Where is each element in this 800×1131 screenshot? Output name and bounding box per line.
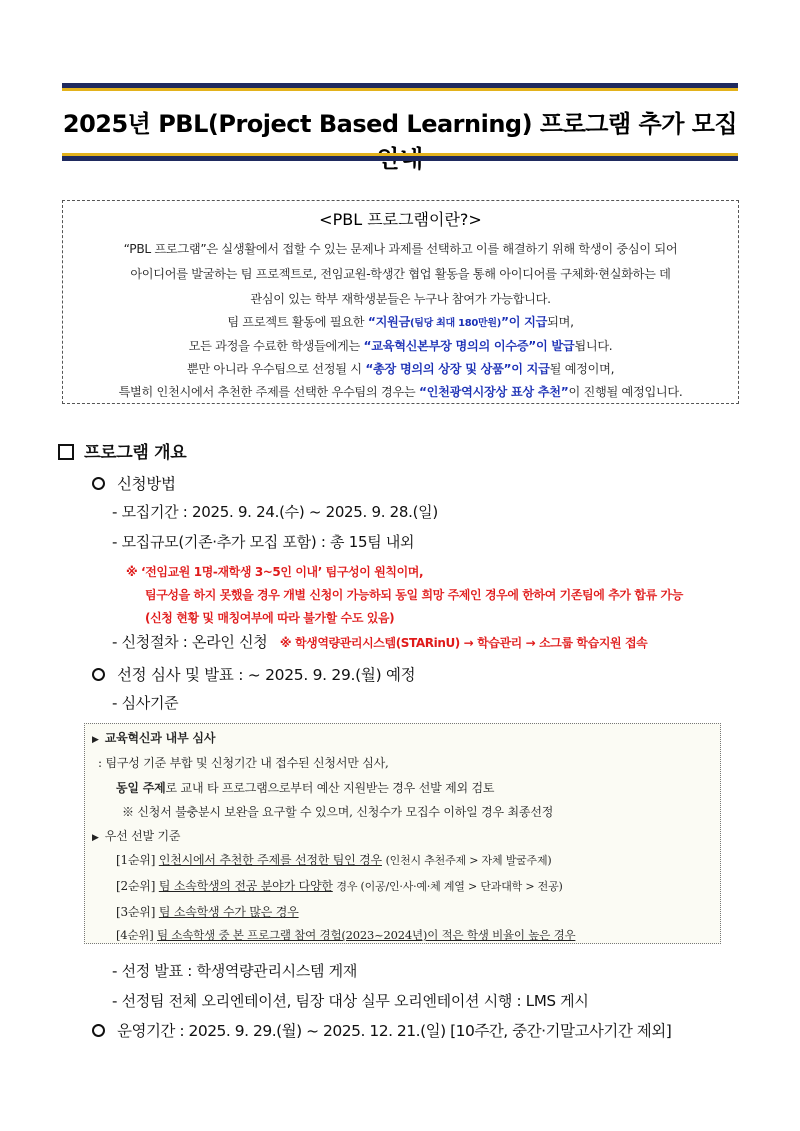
apply-method-item (92, 472, 176, 494)
overview-heading-text: 프로그램 개요 (84, 443, 187, 463)
intro-line-4-post: 되며, (547, 315, 574, 329)
intro-line-6-post: 될 예정이며, (549, 362, 615, 376)
support-fund-highlight-end: ”이 지급 (501, 315, 548, 329)
intro-line-3: 관심이 있는 학부 재학생분들은 누구나 참여가 가능합니다. (250, 292, 551, 306)
intro-heading: <PBL 프로그램이란?> (319, 210, 482, 229)
operation-item (92, 1019, 671, 1041)
orientation-item: - 선정팀 전체 오리엔테이션, 팀장 대상 실무 오리엔테이션 시행 : LMS 게시 (112, 992, 589, 1010)
intro-line-2: 아이디어를 발굴하는 팀 프로젝트로, 전임교원-학생간 협업 활동을 통해 아이디어를 구체화·현실화하는 데 (130, 267, 671, 281)
priority-3-criterion: 팀 소속학생 수가 많은 경우 (158, 905, 299, 919)
internal-review-title (92, 729, 215, 746)
team-note-2: 팀구성을 하지 못했을 경우 개별 신청이 가능하되 동일 희망 주제인 경우에 한하여 기존팀에 추가 합류 가능 (145, 588, 683, 602)
intro-line-1: “PBL 프로그램”은 실생활에서 접할 수 있는 문제나 과제를 선택하고 이를 해결하기 위해 학생이 중심이 되어 (123, 242, 678, 256)
internal-review-3: ※ 신청서 불충분시 보완을 요구할 수 있으며, 신청수가 모집수 이하일 경우 최종선정 (122, 805, 554, 819)
criteria-label: - 심사기준 (112, 694, 179, 712)
support-fund-highlight: “지원금 (367, 315, 410, 329)
mayor-award-highlight: “인천광역시장상 표상 추천” (418, 385, 569, 399)
header-bottom-bar (62, 156, 738, 161)
apply-method-text: 신청방법 (117, 475, 176, 493)
internal-review-1: : 팀구성 기준 부합 및 신청기간 내 접수된 신청서만 심사, (98, 756, 389, 770)
operation-text: 운영기간 : 2025. 9. 29.(월) ~ 2025. 12. 21.(일) [10주간, 중간·기말고사기간 제외] (117, 1022, 672, 1040)
recruit-period: - 모집기간 : 2025. 9. 24.(수) ~ 2025. 9. 28.(일) (112, 503, 438, 521)
intro-line-7-post: 이 진행될 예정입니다. (568, 385, 683, 399)
intro-line-5 (62, 337, 739, 354)
team-note-3: (신청 현황 및 매칭여부에 따라 불가할 수도 있음) (145, 611, 395, 625)
triangle-bullet-icon: ▶ (92, 735, 99, 745)
apply-procedure-note: ※ 학생역량관리시스템(STARinU) → 학습관리 → 소그룹 학습지원 접속 (279, 636, 648, 650)
priority-2-rank: [2순위] (116, 879, 156, 893)
intro-line-5-post: 됩니다. (574, 339, 613, 353)
intro-line-5-pre: 모든 과정을 수료한 학생들에게는 (188, 339, 364, 353)
internal-review-2-rest: 로 교내 타 프로그램으로부터 예산 지원받는 경우 선발 제외 검토 (165, 781, 495, 795)
checkbox-icon (58, 444, 74, 460)
circle-bullet-icon (92, 1024, 105, 1037)
priority-title-text: 우선 선발 기준 (104, 829, 181, 843)
intro-line-6 (62, 360, 739, 377)
support-fund-amount: (팀당 최대 180만원) (410, 318, 502, 329)
intro-line-4-pre: 팀 프로젝트 활동에 필요한 (227, 315, 368, 329)
intro-line-6-pre: 뿐만 아니라 우수팀으로 선정될 시 (186, 362, 366, 376)
priority-title (92, 827, 180, 844)
header-top-accent (62, 88, 738, 91)
priority-2 (116, 877, 563, 894)
priority-3-rank: [3순위] (116, 905, 156, 919)
circle-bullet-icon (92, 668, 105, 681)
page-title: 2025년 PBL(Project Based Learning) 프로그램 추가 모집 (62, 110, 738, 138)
circle-bullet-icon (92, 477, 105, 490)
priority-1-note: (인천시 추천주제 > 자체 발굴주제) (385, 854, 552, 867)
team-note-1: ※ ‘전임교원 1명-재학생 3~5인 이내’ 팀구성이 원칙이며, (126, 565, 424, 579)
apply-procedure (112, 631, 647, 652)
internal-review-title-text: 교육혁신과 내부 심사 (104, 731, 216, 745)
priority-4 (116, 927, 575, 943)
priority-1-criterion: 인천시에서 추천한 주제를 선정한 팀인 경우 (158, 853, 382, 867)
priority-4-criterion: 팀 소속학생 중 본 프로그램 참여 경험(2023~2024년)이 적은 학생 비율이 높은 경우 (156, 928, 576, 942)
priority-3 (116, 903, 299, 920)
announce-item: - 선정 발표 : 학생역량관리시스템 게재 (112, 962, 358, 980)
triangle-bullet-icon: ▶ (92, 833, 99, 843)
same-topic-bold: 동일 주제 (116, 781, 166, 795)
intro-line-7 (62, 383, 739, 400)
priority-1-rank: [1순위] (116, 853, 156, 867)
priority-1 (116, 851, 552, 868)
apply-procedure-text: - 신청절차 : 온라인 신청 (112, 633, 268, 651)
intro-line-4 (62, 313, 739, 330)
priority-2-criterion: 팀 소속학생의 전공 분야가 다양한 (158, 879, 333, 893)
priority-4-rank: [4순위] (116, 928, 154, 942)
selection-item (92, 663, 415, 685)
overview-heading (58, 438, 186, 463)
priority-2-note: 경우 (이공/인·사·예·체 계열 > 단과대학 > 전공) (336, 880, 563, 893)
award-highlight: “총장 명의의 상장 및 상품”이 지급 (365, 362, 550, 376)
selection-text: 선정 심사 및 발표 : ~ 2025. 9. 29.(월) 예정 (117, 666, 416, 684)
internal-review-2 (116, 779, 494, 796)
certificate-highlight: “교육혁신본부장 명의의 이수증”이 발급 (363, 339, 575, 353)
recruit-scale: - 모집규모(기존·추가 모집 포함) : 총 15팀 내외 (112, 533, 415, 551)
intro-line-7-pre: 특별히 인천시에서 추천한 주제를 선택한 우수팀의 경우는 (118, 385, 419, 399)
